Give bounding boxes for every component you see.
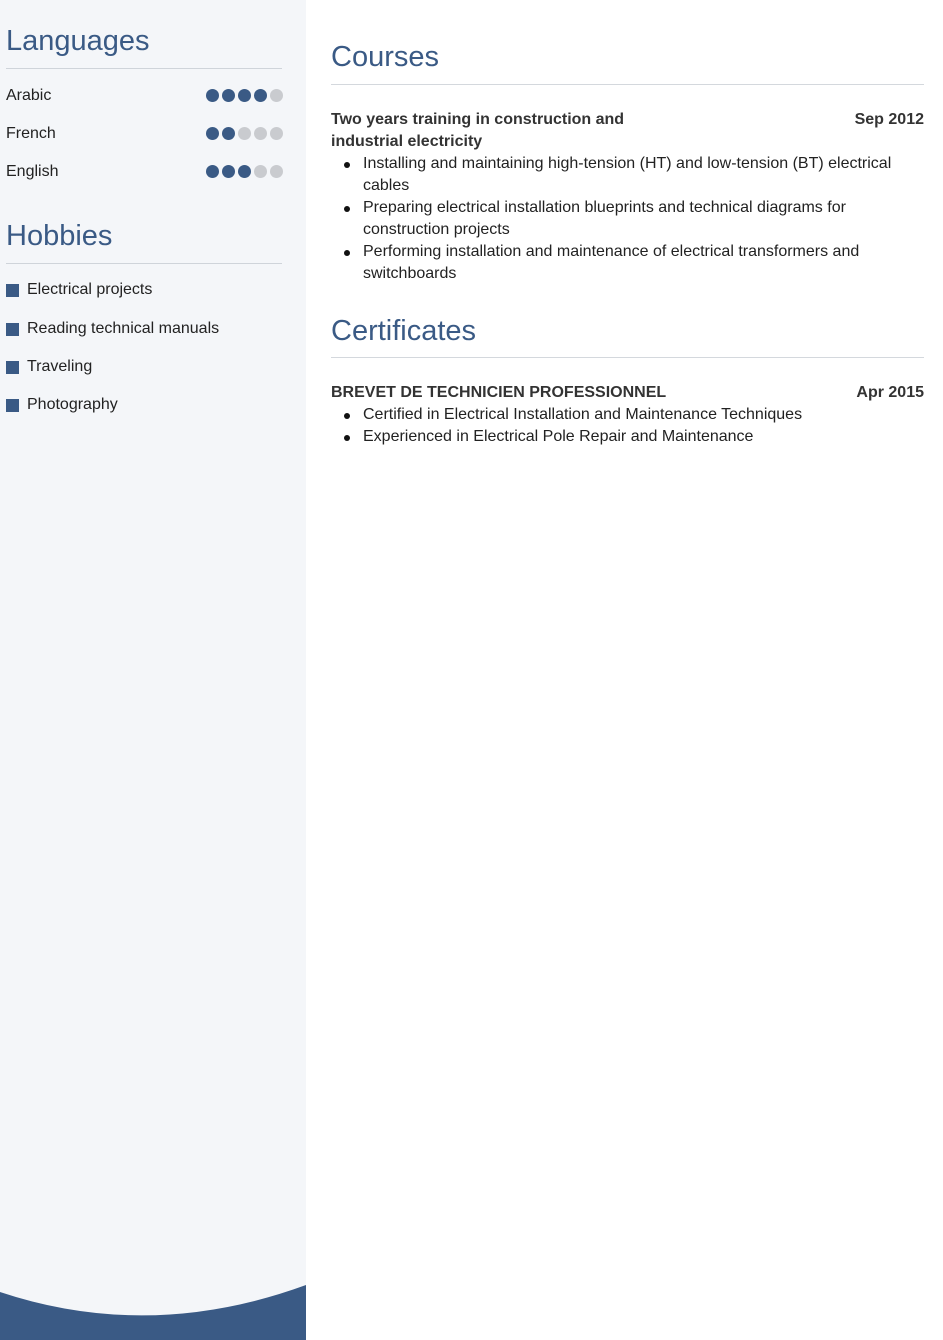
hobby-label: Traveling [27,358,93,375]
language-level-rating [203,127,283,141]
courses-divider [331,84,924,85]
level-dot-filled [222,127,235,140]
language-item-arabic [6,86,282,106]
level-dot-filled [238,165,251,178]
courses-heading: Courses [331,41,439,73]
languages-divider [6,68,282,69]
course-bullet: Performing installation and maintenance of electrical transformers and switchboards [331,241,924,285]
level-dot-empty [238,127,251,140]
certificates-heading: Certificates [331,315,477,347]
level-dot-empty [254,165,267,178]
level-dot-filled [222,165,235,178]
square-bullet-icon [6,361,19,374]
language-item-french [6,124,282,144]
square-bullet-icon [6,399,19,412]
language-name: Arabic [6,87,52,104]
language-level-rating [203,89,283,103]
hobby-label: Reading technical manuals [27,320,220,337]
course-bullet: Installing and maintaining high-tension (HT) and low-tension (BT) electrical cables [331,153,924,197]
level-dot-filled [206,89,219,102]
language-item-english [6,162,282,182]
square-bullet-icon [6,323,19,336]
square-bullet-icon [6,284,19,297]
hobby-label: Photography [27,396,118,413]
level-dot-filled [206,165,219,178]
certificate-bullet-list [331,404,924,448]
course-bullet-list [331,153,924,285]
language-level-rating [203,165,283,179]
hobby-label: Electrical projects [27,281,153,298]
sidebar [0,0,306,1340]
certificate-bullet: Experienced in Electrical Pole Repair and Maintenance [331,426,924,448]
hobbies-divider [6,263,282,264]
level-dot-filled [238,89,251,102]
certificate-title: BREVET DE TECHNICIEN PROFESSIONNEL [331,384,667,401]
course-title: Two years training in construction and industrial electricity [331,111,625,150]
language-name: English [6,163,59,180]
course-date: Sep 2012 [854,111,924,128]
level-dot-empty [270,165,283,178]
certificates-divider [331,357,924,358]
language-name: French [6,125,56,142]
hobbies-heading: Hobbies [6,220,113,252]
wave-shape [0,1285,306,1340]
level-dot-empty [254,127,267,140]
level-dot-empty [270,127,283,140]
certificate-date: Apr 2015 [856,384,924,401]
decorative-bottom-wave [0,1270,306,1340]
level-dot-filled [222,89,235,102]
languages-heading: Languages [6,25,150,57]
level-dot-filled [254,89,267,102]
level-dot-empty [270,89,283,102]
certificate-bullet: Certified in Electrical Installation and Maintenance Techniques [331,404,924,426]
course-bullet: Preparing electrical installation blueprints and technical diagrams for construction projects [331,197,924,241]
level-dot-filled [206,127,219,140]
